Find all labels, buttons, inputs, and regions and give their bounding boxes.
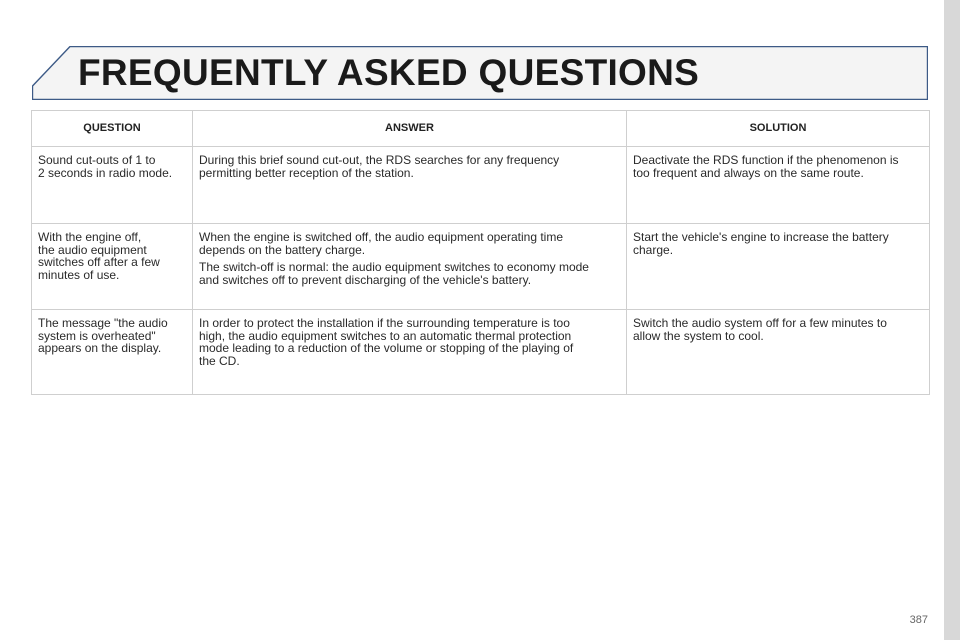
answer-cell [193,310,627,395]
answer-cell [193,147,627,224]
answer-text: In order to protect the installation if the surrounding temperature is too high, the audio equipment switches to an automatic thermal protection mode leading to a reduction of the volume or stopping of the playing of the CD. [199,316,574,368]
answer-text: When the engine is switched off, the audio equipment operating time depends on the battery charge. [199,230,564,257]
question-cell [32,224,193,310]
question-cell [32,147,193,224]
header-answer: ANSWER [193,111,627,147]
question-text: Sound cut-outs of 1 to 2 seconds in radio mode. [38,153,173,180]
solution-cell [627,310,930,395]
table-header-row [32,111,930,147]
question-cell [32,310,193,395]
answer-cell [193,224,627,310]
table-row [32,310,930,395]
table-row [32,147,930,224]
table-row [32,224,930,310]
solution-text: Switch the audio system off for a few minutes to allow the system to cool. [633,316,887,343]
answer-text: The switch-off is normal: the audio equipment switches to economy mode and switches off to prevent discharging of the vehicle's battery. [199,260,589,287]
solution-cell [627,224,930,310]
solution-text: Deactivate the RDS function if the phenomenon is too frequent and always on the same route. [633,153,899,180]
page-number: 387 [909,614,928,626]
question-text: With the engine off, the audio equipment switches off after a few minutes of use. [38,230,160,282]
solution-cell [627,147,930,224]
solution-text: Start the vehicle's engine to increase the battery charge. [633,230,889,257]
title-banner [32,46,928,100]
question-text: The message "the audio system is overheated" appears on the display. [38,316,168,355]
answer-text: During this brief sound cut-out, the RDS searches for any frequency permitting better reception of the station. [199,153,560,180]
header-question: QUESTION [32,111,193,147]
faq-table [31,110,930,395]
header-solution: SOLUTION [627,111,930,147]
page-title: FREQUENTLY ASKED QUESTIONS [78,52,700,93]
page-edge-bar [944,0,960,640]
